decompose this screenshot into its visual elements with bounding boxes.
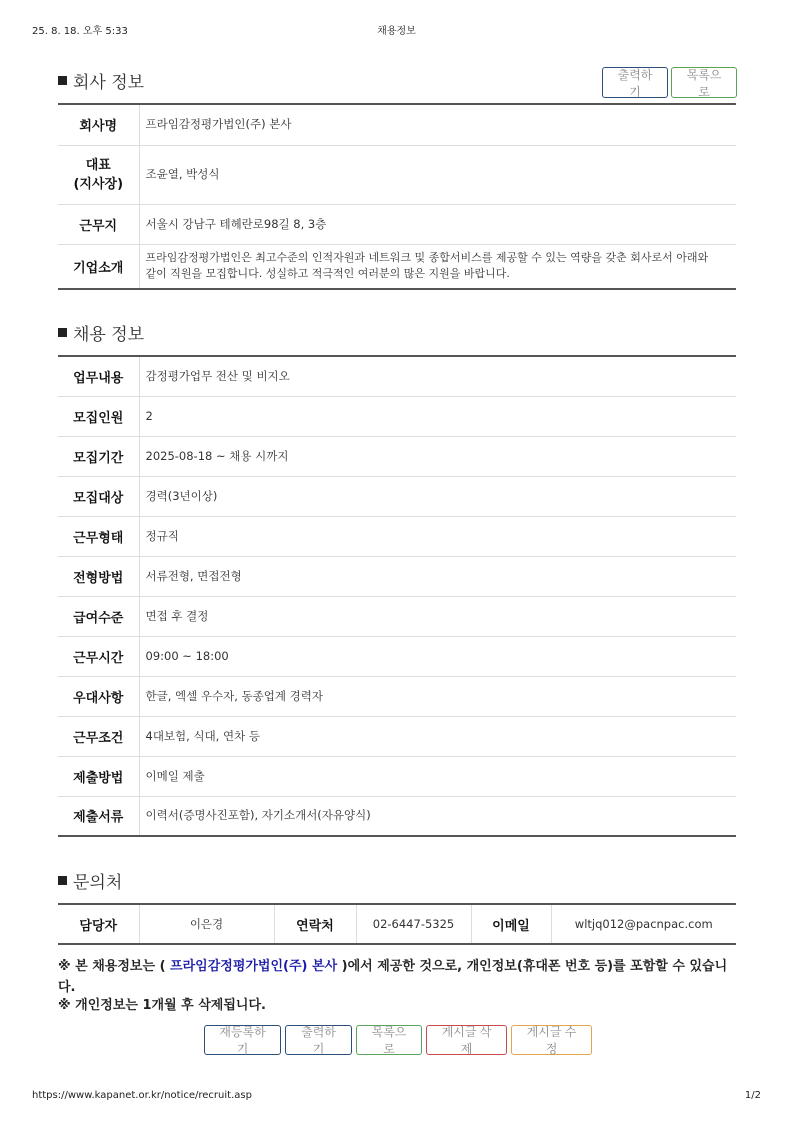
row-value: 서류전형, 면접전형 — [139, 556, 736, 596]
row-label: 근무시간 — [58, 636, 139, 676]
edit-post-button[interactable]: 게시글 수정 — [511, 1025, 592, 1055]
company-section-title: 회사 정보 — [58, 68, 144, 93]
email-value: wltjq012@pacnpac.com — [574, 916, 713, 931]
row-label: 근무조건 — [58, 716, 139, 756]
contact-table — [58, 903, 736, 945]
print-page-title: 채용정보 — [377, 26, 416, 37]
row-value: 2025-08-18 ~ 채용 시까지 — [139, 436, 736, 476]
privacy-retention-notice: ※ 개인정보는 1개월 후 삭제됩니다. — [58, 998, 266, 1013]
row-label: 업무내용 — [58, 356, 139, 396]
row-label: 회사명 — [58, 104, 139, 145]
bottom-button-group — [204, 1025, 592, 1055]
row-label: 급여수준 — [58, 596, 139, 636]
company-info-table — [58, 103, 736, 290]
row-value: 2 — [139, 396, 736, 436]
table-row — [58, 396, 736, 436]
table-row — [58, 756, 736, 796]
table-row — [58, 516, 736, 556]
recruit-section-title: 채용 정보 — [58, 320, 144, 345]
row-value: 프라임감정평가법인(주) 본사 — [139, 104, 736, 145]
row-value: 조윤열, 박성식 — [139, 145, 736, 204]
notice-company-name: 프라임감정평가법인(주) 본사 — [170, 959, 338, 974]
print-page-number: 1/2 — [744, 1090, 761, 1101]
table-row — [58, 204, 736, 244]
contact-section-title: 문의처 — [58, 868, 122, 893]
row-label: 모집대상 — [58, 476, 139, 516]
row-value: 면접 후 결정 — [139, 596, 736, 636]
privacy-notice: ※ 본 채용정보는 ( 프라임감정평가법인(주) 본사 )에서 제공한 것으로, 개인정보(휴대폰 번호 등)를 포함할 수 있습니다. — [58, 959, 728, 995]
row-label: 우대사항 — [58, 676, 139, 716]
table-row — [58, 636, 736, 676]
manager-label: 담당자 — [58, 904, 139, 944]
table-row — [58, 596, 736, 636]
row-value: 정규직 — [139, 516, 736, 556]
row-value: 한글, 엑셀 우수자, 동종업계 경력자 — [139, 676, 736, 716]
print-footer — [0, 1090, 793, 1104]
list-button[interactable]: 목록으로 — [671, 67, 737, 98]
row-label: 근무형태 — [58, 516, 139, 556]
email-label: 이메일 — [471, 904, 551, 944]
table-row — [58, 796, 736, 836]
table-row — [58, 476, 736, 516]
print-datetime: 25. 8. 18. 오후 5:33 — [32, 26, 128, 37]
phone-value: 02-6447-5325 — [356, 904, 471, 944]
row-value: 이메일 제출 — [139, 756, 736, 796]
table-row — [58, 436, 736, 476]
table-row — [58, 716, 736, 756]
row-value: 이력서(증명사진포함), 자기소개서(자유양식) — [145, 808, 371, 823]
square-bullet-icon — [58, 328, 67, 337]
row-label: 전형방법 — [58, 556, 139, 596]
table-row — [58, 104, 736, 145]
table-row — [58, 556, 736, 596]
row-value: 서울시 강남구 테헤란로98길 8, 3층 — [139, 204, 736, 244]
recruit-info-table — [58, 355, 736, 837]
square-bullet-icon — [58, 876, 67, 885]
list-button-bottom[interactable]: 목록으로 — [356, 1025, 422, 1055]
table-row — [58, 356, 736, 396]
row-label: 기업소개 — [58, 244, 139, 289]
row-label: 모집인원 — [58, 396, 139, 436]
table-row — [58, 145, 736, 204]
delete-post-button[interactable]: 게시글 삭제 — [426, 1025, 507, 1055]
row-value: 경력(3년이상) — [139, 476, 736, 516]
row-value: 감정평가업무 전산 및 비지오 — [139, 356, 736, 396]
phone-label: 연락처 — [274, 904, 356, 944]
print-button[interactable]: 출력하기 — [602, 67, 668, 98]
row-value: 프라임감정평가법인은 최고수준의 인적자원과 네트워크 및 종합서비스를 제공할 수 있는 역량을 갖춘 회사로서 아래와 같이 직원을 모집합니다. 성실하고 적극적인 여러분의 많은 지원을 바랍니다. — [145, 251, 709, 281]
row-value: 09:00 ~ 18:00 — [139, 636, 736, 676]
reregister-button[interactable]: 재등록하기 — [204, 1025, 281, 1055]
table-row — [58, 904, 736, 944]
row-label: 모집기간 — [58, 436, 139, 476]
row-label: 제출방법 — [58, 756, 139, 796]
manager-value: 이은경 — [139, 904, 274, 944]
print-header — [0, 22, 793, 36]
print-url: https://www.kapanet.or.kr/notice/recruit.asp — [32, 1090, 252, 1101]
row-label: 근무지 — [58, 204, 139, 244]
table-row — [58, 676, 736, 716]
row-label: 제출서류 — [58, 796, 139, 836]
row-value: 4대보험, 식대, 연차 등 — [139, 716, 736, 756]
print-button-bottom[interactable]: 출력하기 — [285, 1025, 352, 1055]
row-label: 대표 (지사장) — [58, 145, 139, 204]
top-button-group — [602, 67, 737, 98]
table-row — [58, 244, 736, 289]
square-bullet-icon — [58, 76, 67, 85]
